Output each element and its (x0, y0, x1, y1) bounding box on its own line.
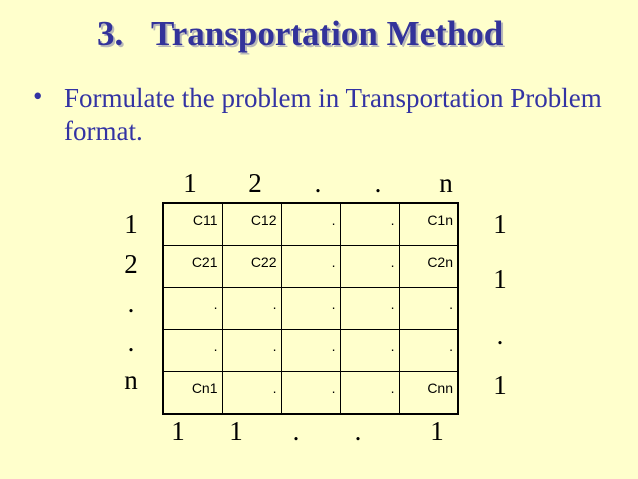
matrix-cell: C2n (399, 246, 458, 288)
row-header: n (124, 365, 138, 395)
col-header: 2 (248, 168, 262, 198)
matrix-cell: . (163, 330, 222, 372)
table-row (163, 288, 458, 330)
matrix-cell: . (222, 330, 281, 372)
matrix-cell: C11 (163, 203, 222, 246)
matrix-cell: . (281, 246, 340, 288)
matrix-cell: . (340, 288, 399, 330)
matrix-cell: . (281, 372, 340, 415)
matrix-cell: . (340, 203, 399, 246)
matrix-cell: C12 (222, 203, 281, 246)
row-header: . (127, 327, 135, 357)
demand-value: 1 (171, 416, 185, 446)
matrix-cell: . (222, 288, 281, 330)
matrix-cell: Cn1 (163, 372, 222, 415)
matrix-cell: C22 (222, 246, 281, 288)
matrix-cell: . (281, 288, 340, 330)
col-header: n (439, 168, 453, 198)
matrix-cell: . (340, 330, 399, 372)
supply-value: . (496, 320, 504, 350)
supply-value: 1 (493, 264, 507, 294)
matrix-cell: . (281, 203, 340, 246)
supply-value: 1 (493, 209, 507, 239)
demand-value: 1 (430, 416, 444, 446)
slide-title (0, 14, 638, 54)
title-number: 3. (97, 14, 124, 53)
col-header: 1 (183, 168, 197, 198)
matrix-cell: C1n (399, 203, 458, 246)
cost-matrix (162, 202, 459, 415)
matrix-cell: . (163, 288, 222, 330)
title-text: Transportation Method (151, 14, 504, 53)
row-header: 1 (124, 209, 138, 239)
demand-value: . (354, 416, 362, 446)
matrix-cell: . (281, 330, 340, 372)
col-header: . (374, 168, 382, 198)
bullet-text: Formulate the problem in Transportation Problem format. (64, 83, 602, 146)
row-header: 2 (124, 249, 138, 279)
matrix-cell: . (340, 372, 399, 415)
matrix-cell: C21 (163, 246, 222, 288)
table-row (163, 246, 458, 288)
supply-value: 1 (493, 370, 507, 400)
matrix-cell: . (399, 330, 458, 372)
bullet-marker: • (33, 81, 43, 111)
matrix-cell: . (340, 246, 399, 288)
col-header: . (314, 168, 322, 198)
matrix-cell: Cnn (399, 372, 458, 415)
matrix-cell: . (399, 288, 458, 330)
demand-value: 1 (229, 416, 243, 446)
matrix-cell: . (222, 372, 281, 415)
table-row (163, 372, 458, 415)
table-row (163, 330, 458, 372)
row-header: . (127, 288, 135, 318)
table-row (163, 203, 458, 246)
demand-value: . (292, 416, 300, 446)
